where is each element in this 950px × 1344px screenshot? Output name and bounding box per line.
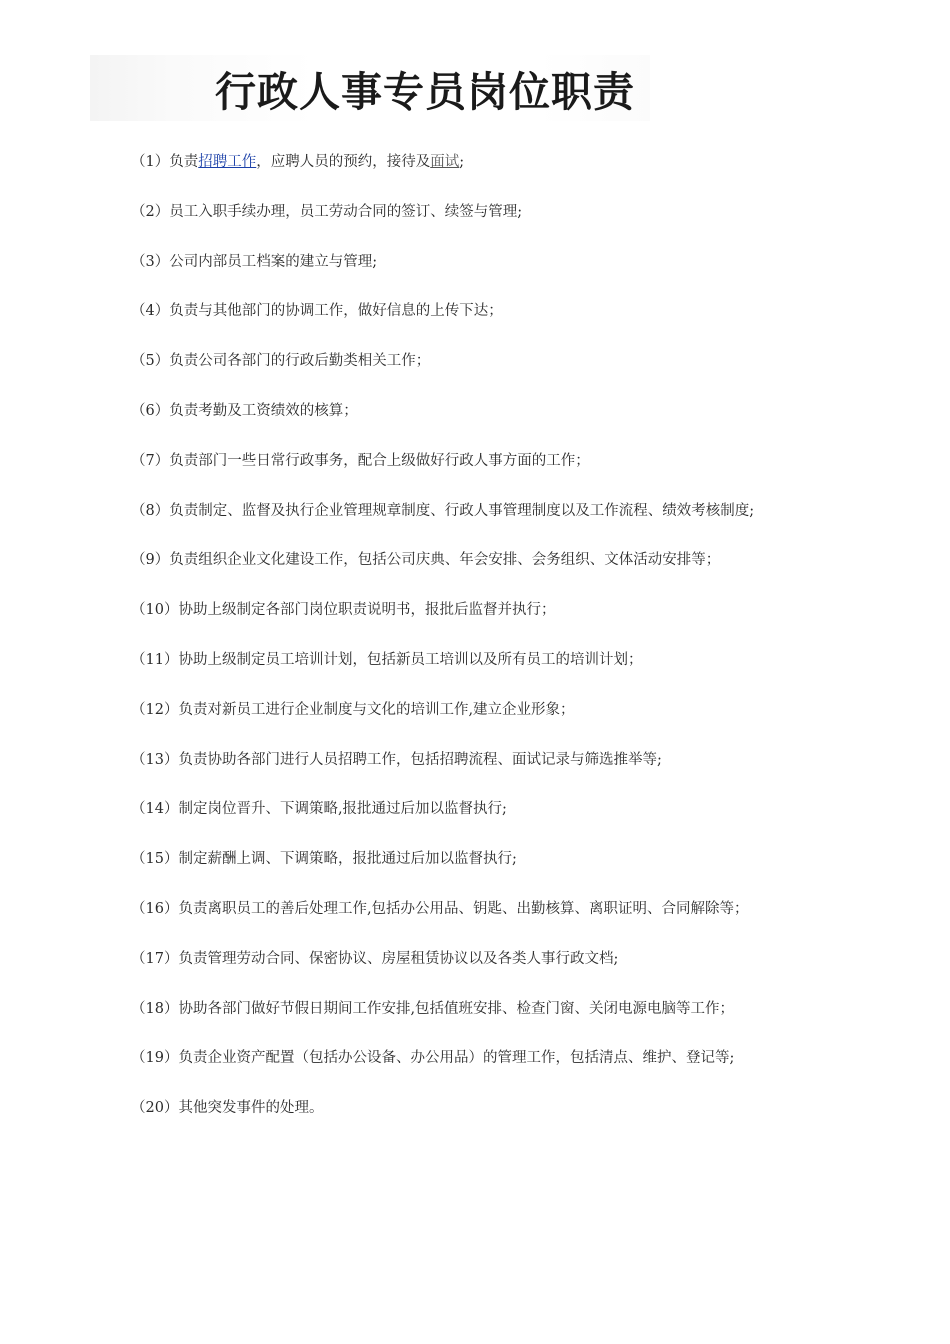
duty-text: （19）负责企业资产配置（包括办公设备、办公用品）的管理工作，包括清点、维护、登记等; bbox=[131, 1050, 735, 1067]
duty-text: （3）公司内部员工档案的建立与管理; bbox=[131, 253, 378, 270]
duty-item bbox=[131, 746, 921, 796]
duty-text: （15）制定薪酬上调、下调策略，报批通过后加以监督执行; bbox=[131, 851, 517, 868]
duty-item bbox=[131, 895, 921, 945]
page-title: 行政人事专员岗位职责 bbox=[215, 68, 635, 116]
duty-text: （10）协助上级制定各部门岗位职责说明书，报批后监督并执行； bbox=[131, 602, 556, 619]
duty-item bbox=[131, 148, 921, 198]
duty-list bbox=[131, 148, 921, 1144]
duty-text: （14）制定岗位晋升、下调策略,报批通过后加以监督执行; bbox=[131, 801, 507, 818]
duty-text: （12）负责对新员工进行企业制度与文化的培训工作,建立企业形象； bbox=[131, 701, 575, 718]
duty-item bbox=[131, 447, 921, 497]
duty-item bbox=[131, 1044, 921, 1094]
duty-text: ; bbox=[459, 154, 465, 170]
recruitment-link[interactable]: 招聘工作 bbox=[198, 154, 257, 170]
duty-item bbox=[131, 198, 921, 248]
duty-text: ，应聘人员的预约，接待及 bbox=[256, 154, 431, 170]
duty-text: （20）其他突发事件的处理。 bbox=[131, 1100, 324, 1117]
duty-text: （5）负责公司各部门的行政后勤类相关工作； bbox=[131, 353, 431, 370]
duty-text: （13）负责协助各部门进行人员招聘工作，包括招聘流程、面试记录与筛选推举等; bbox=[131, 751, 662, 768]
duty-item bbox=[131, 347, 921, 397]
duty-text: （2）员工入职手续办理，员工劳动合同的签订、续签与管理; bbox=[131, 203, 523, 220]
duty-text: （17）负责管理劳动合同、保密协议、房屋租赁协议以及各类人事行政文档; bbox=[131, 950, 619, 967]
duty-item bbox=[131, 397, 921, 447]
duty-text: （4）负责与其他部门的协调工作，做好信息的上传下达； bbox=[131, 303, 503, 320]
duty-item bbox=[131, 497, 921, 547]
duty-text: （1）负责 bbox=[131, 154, 199, 170]
duty-item bbox=[131, 1094, 921, 1144]
interview-link[interactable]: 面试 bbox=[430, 154, 460, 170]
duty-item bbox=[131, 646, 921, 696]
duty-item bbox=[131, 795, 921, 845]
duty-item bbox=[131, 945, 921, 995]
duty-text: （11）协助上级制定员工培训计划，包括新员工培训以及所有员工的培训计划； bbox=[131, 651, 643, 668]
duty-item bbox=[131, 297, 921, 347]
duty-text: （7）负责部门一些日常行政事务，配合上级做好行政人事方面的工作； bbox=[131, 452, 590, 469]
duty-text: （16）负责离职员工的善后处理工作,包括办公用品、钥匙、出勤核算、离职证明、合同解除等； bbox=[131, 900, 749, 917]
duty-item bbox=[131, 248, 921, 298]
duty-item bbox=[131, 596, 921, 646]
duty-item bbox=[131, 995, 921, 1045]
duty-item bbox=[131, 546, 921, 596]
duty-item bbox=[131, 696, 921, 746]
duty-text: （6）负责考勤及工资绩效的核算； bbox=[131, 402, 358, 419]
duty-item bbox=[131, 845, 921, 895]
duty-text: （8）负责制定、监督及执行企业管理规章制度、行政人事管理制度以及工作流程、绩效考核制度; bbox=[131, 502, 755, 519]
duty-text: （18）协助各部门做好节假日期间工作安排,包括值班安排、检查门窗、关闭电源电脑等工作； bbox=[131, 1000, 735, 1017]
duty-text: （9）负责组织企业文化建设工作，包括公司庆典、年会安排、会务组织、文体活动安排等； bbox=[131, 552, 721, 569]
